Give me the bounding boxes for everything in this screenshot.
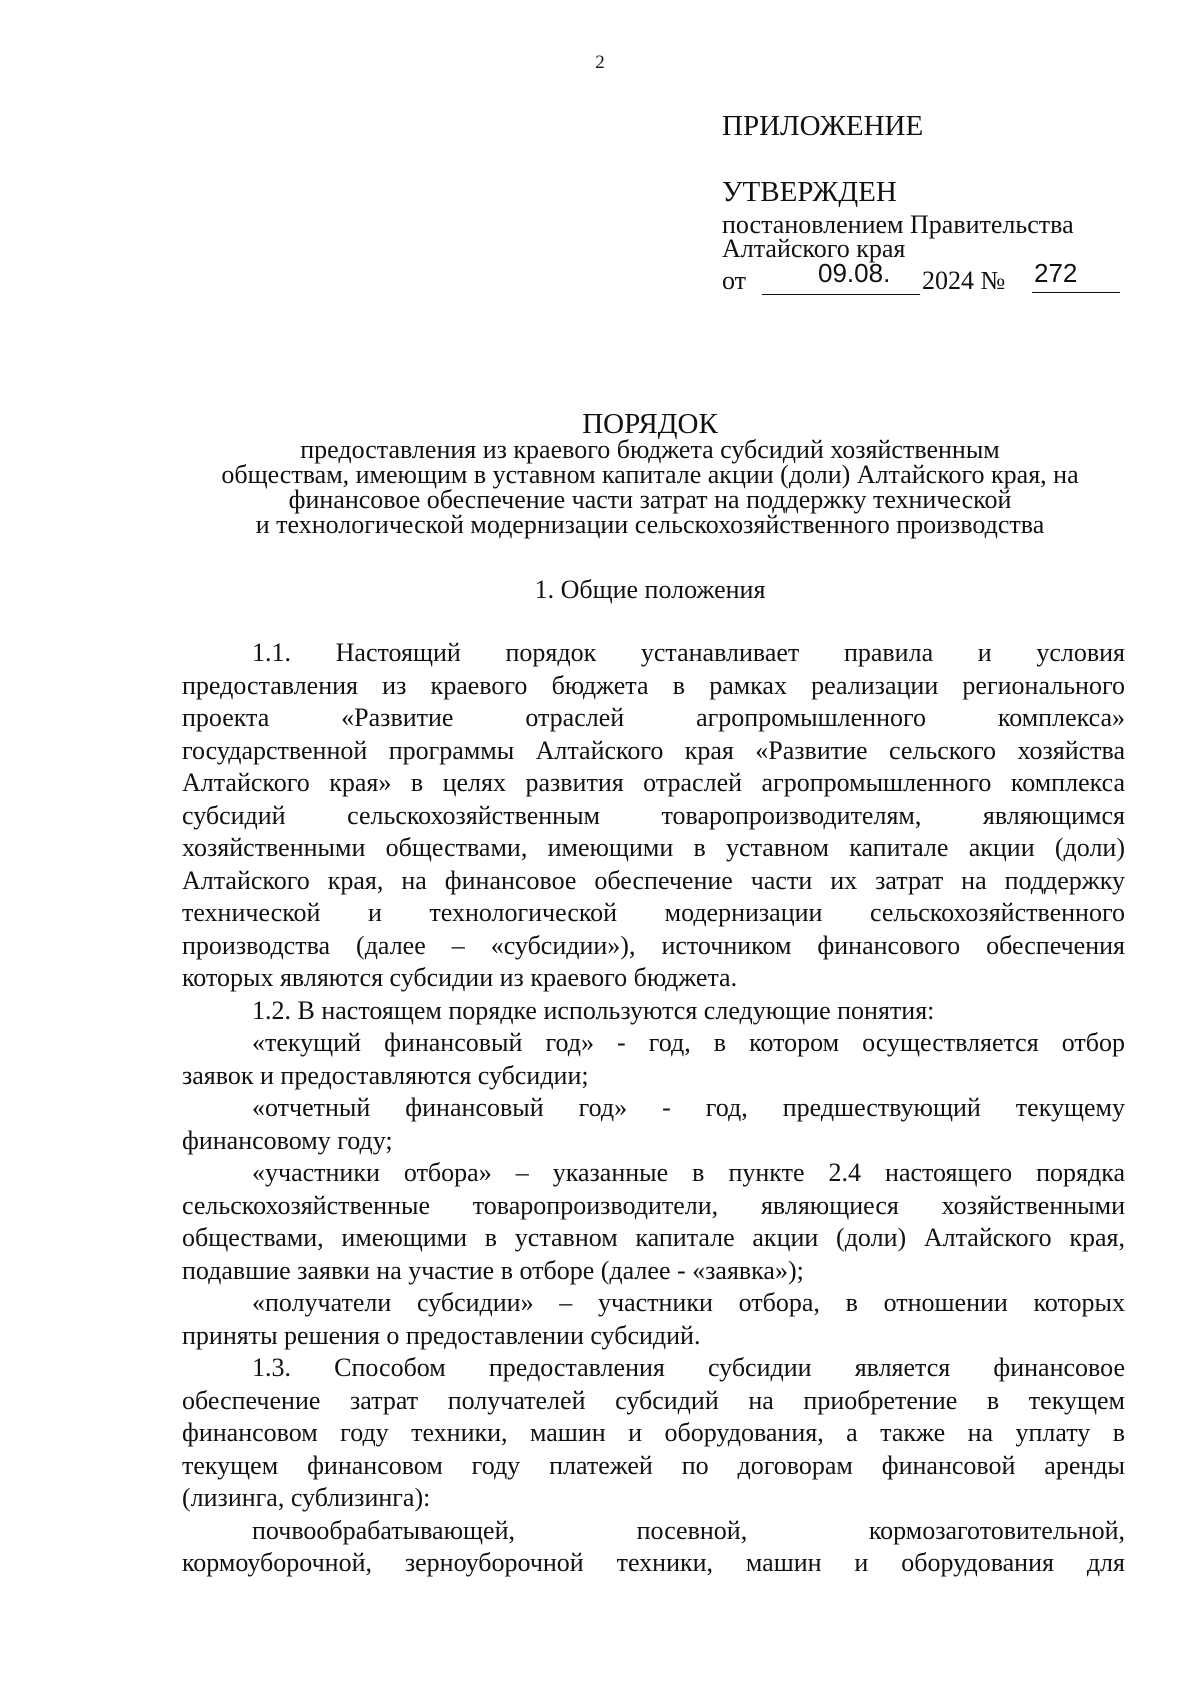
- paragraph-line: 1.1. Настоящий порядок устанавливает правила и условия: [252, 638, 1125, 667]
- paragraph-line: кормоуборочной, зерноуборочной техники, машин и оборудования для: [182, 1548, 1125, 1577]
- paragraph-line: заявок и предоставляются субсидии;: [182, 1060, 589, 1090]
- appendix-label: ПРИЛОЖЕНИЕ: [722, 110, 924, 142]
- handwritten-number: 272: [1034, 258, 1078, 288]
- page-number: 2: [595, 52, 605, 73]
- number-underline: [1032, 292, 1120, 293]
- paragraph-line: предоставления из краевого бюджета в рамках реализации регионального: [182, 670, 1125, 700]
- paragraph-line: 1.3. Способом предоставления субсидии является финансовое: [252, 1353, 1125, 1382]
- paragraph-line: проекта «Развитие отраслей агропромышленного комплекса»: [182, 703, 1125, 732]
- approved-by-line2: Алтайского края: [722, 234, 906, 263]
- paragraph-line: хозяйственными обществами, имеющими в уставном капитале акции (доли): [182, 833, 1125, 862]
- paragraph-line: субсидий сельскохозяйственным товаропроизводителям, являющимся: [182, 800, 1125, 830]
- document-title-line: обществам, имеющим в уставном капитале акции (доли) Алтайского края, на: [221, 460, 1079, 489]
- date-prefix: от: [722, 266, 747, 295]
- paragraph-line: «участники отбора» – указанные в пункте 2.4 настоящего порядка: [252, 1158, 1125, 1187]
- paragraph-line: текущем финансовом году платежей по договорам финансовой аренды: [182, 1450, 1125, 1480]
- approved-label: УТВЕРЖДЕН: [722, 176, 897, 208]
- paragraph-line: (лизинга, сублизинга):: [182, 1483, 431, 1512]
- paragraph-line: Алтайского края» в целях развития отраслей агропромышленного комплекса: [182, 768, 1125, 797]
- paragraph-line: финансовом году техники, машин и оборудования, а также на уплату в: [182, 1418, 1125, 1447]
- paragraph-line: почвообрабатывающей, посевной, кормозаготовительной,: [252, 1515, 1125, 1545]
- year-and-number-sign: 2024 №: [922, 266, 1006, 295]
- paragraph-line: финансовому году;: [182, 1125, 393, 1155]
- paragraph-line: «текущий финансовый год» - год, в котором осуществляется отбор: [252, 1028, 1125, 1057]
- paragraph-line: обеспечение затрат получателей субсидий на приобретение в текущем: [182, 1385, 1125, 1415]
- document-title-line: финансовое обеспечение части затрат на поддержку технической: [288, 485, 1012, 514]
- document-title-line: предоставления из краевого бюджета субсидий хозяйственным: [300, 435, 1000, 464]
- paragraph-line: 1.2. В настоящем порядке используются следующие понятия:: [252, 995, 935, 1025]
- paragraph-line: приняты решения о предоставлении субсидий.: [182, 1320, 701, 1350]
- paragraph-line: государственной программы Алтайского края «Развитие сельского хозяйства: [182, 735, 1125, 765]
- paragraph-line: Алтайского края, на финансовое обеспечение части их затрат на поддержку: [182, 865, 1125, 895]
- paragraph-line: «отчетный финансовый год» - год, предшествующий текущему: [252, 1093, 1125, 1122]
- paragraph-line: подавшие заявки на участие в отборе (далее - «заявка»);: [182, 1255, 804, 1285]
- paragraph-line: «получатели субсидии» – участники отбора, в отношении которых: [252, 1288, 1125, 1317]
- paragraph-line: производства (далее – «субсидии»), источником финансового обеспечения: [182, 930, 1125, 960]
- paragraph-line: которых являются субсидии из краевого бюджета.: [182, 963, 738, 992]
- paragraph-line: обществами, имеющими в уставном капитале акции (доли) Алтайского края,: [182, 1223, 1125, 1252]
- handwritten-date: 09.08.: [818, 258, 891, 288]
- paragraph-line: сельскохозяйственные товаропроизводители, являющиеся хозяйственными: [182, 1190, 1125, 1220]
- document-title-line: и технологической модернизации сельскохозяйственного производства: [255, 510, 1045, 539]
- document-title-heading: ПОРЯДОК: [582, 408, 718, 440]
- section-heading: 1. Общие положения: [534, 575, 766, 604]
- approved-by-line1: постановлением Правительства: [722, 210, 1074, 239]
- date-underline: [762, 294, 920, 295]
- paragraph-line: технической и технологической модернизации сельскохозяйственного: [182, 898, 1125, 927]
